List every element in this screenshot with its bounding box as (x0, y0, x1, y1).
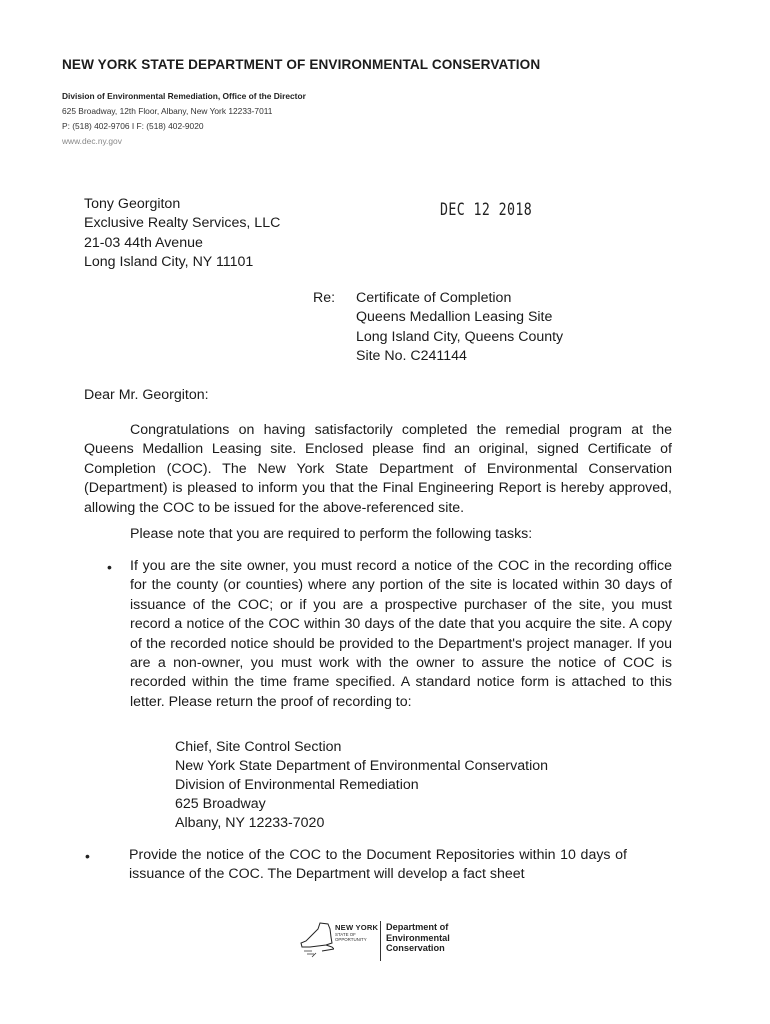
return-address-line-2: New York State Department of Environmental Conservation (175, 758, 549, 774)
re-line-1: Certificate of Completion (356, 290, 512, 306)
dec-wordmark-line-2: Environmental (386, 932, 450, 943)
logo-divider (380, 921, 381, 961)
dec-wordmark-line-3: Conservation (386, 943, 445, 954)
return-address-line-4: 625 Broadway (175, 796, 266, 812)
ny-state-map-icon (298, 921, 334, 959)
recipient-city: Long Island City, NY 11101 (84, 253, 254, 270)
recipient-address (84, 195, 280, 272)
paragraph-tasks-intro: Please note that you are required to perform the following tasks: (130, 526, 533, 542)
paragraph-congratulations (84, 421, 672, 518)
bullet-2-marker: • (85, 848, 90, 864)
recipient-street: 21-03 44th Avenue (84, 234, 203, 251)
bullet-2-text: Provide the notice of the COC to the Document Repositories within 10 days of issuance of the COC. The Department will develop a fact sheet (129, 847, 627, 883)
re-line-3: Long Island City, Queens County (356, 328, 564, 345)
ny-state-tagline (335, 932, 367, 942)
return-address (175, 738, 548, 833)
letterhead-website[interactable]: www.dec.ny.gov (62, 136, 122, 146)
return-address-line-3: Division of Environmental Remediation (175, 777, 419, 793)
re-subject (356, 289, 563, 366)
return-address-line-1: Chief, Site Control Section (175, 739, 342, 755)
letterhead-phone: P: (518) 402-9706 I F: (518) 402-9020 (62, 121, 204, 131)
recipient-name: Tony Georgiton (84, 196, 181, 212)
return-address-line-5: Albany, NY 12233-7020 (175, 815, 325, 831)
letterhead-title: NEW YORK STATE DEPARTMENT OF ENVIRONMENTAL CONSERVATION (62, 57, 541, 72)
salutation: Dear Mr. Georgiton: (84, 387, 209, 403)
date-stamp: DEC 12 2018 (440, 200, 533, 220)
dec-wordmark (386, 922, 450, 954)
ny-tagline-line-1: STATE OF (335, 932, 356, 937)
ny-tagline-line-2: OPPORTUNITY (335, 937, 367, 942)
footer-logo (298, 917, 478, 963)
ny-state-wordmark: NEW YORK (335, 923, 379, 932)
bullet-1-marker: • (107, 559, 112, 575)
recipient-company: Exclusive Realty Services, LLC (84, 215, 281, 232)
letterhead-address: 625 Broadway, 12th Floor, Albany, New York 12233-7011 (62, 106, 273, 116)
re-line-2: Queens Medallion Leasing Site (356, 309, 553, 326)
dec-wordmark-line-1: Department of (386, 922, 449, 932)
letterhead-division: Division of Environmental Remediation, Office of the Director (62, 91, 306, 101)
re-line-4: Site No. C241144 (356, 347, 467, 364)
re-label: Re: (313, 290, 336, 306)
bullet-1-text: If you are the site owner, you must record a notice of the COC in the recording office for the county (or counties) where any portion of the site is located within 30 days of issuance of the COC; or if you are a prospective purchaser of the site, you must record a notice of the COC within 30 days of the date that you acquire the site. A copy of the recorded notice should be provided to the Department's project manager. If you are a non-owner, you must work with the owner to assure the notice of COC is recorded within the time frame specified. A standard notice form is attached to this letter. Please return the proof of recording to: (130, 558, 672, 710)
paragraph-1-text: Congratulations on having satisfactorily completed the remedial program at the Queens Medallion Leasing site. Enclosed please find an original, signed Certificate of Completion (COC). The New York State Department of Environmental Conservation (Department) is pleased to inform you that the Final Engineering Report is hereby approved, allowing the COC to be issued for the above-referenced site. (84, 422, 672, 516)
